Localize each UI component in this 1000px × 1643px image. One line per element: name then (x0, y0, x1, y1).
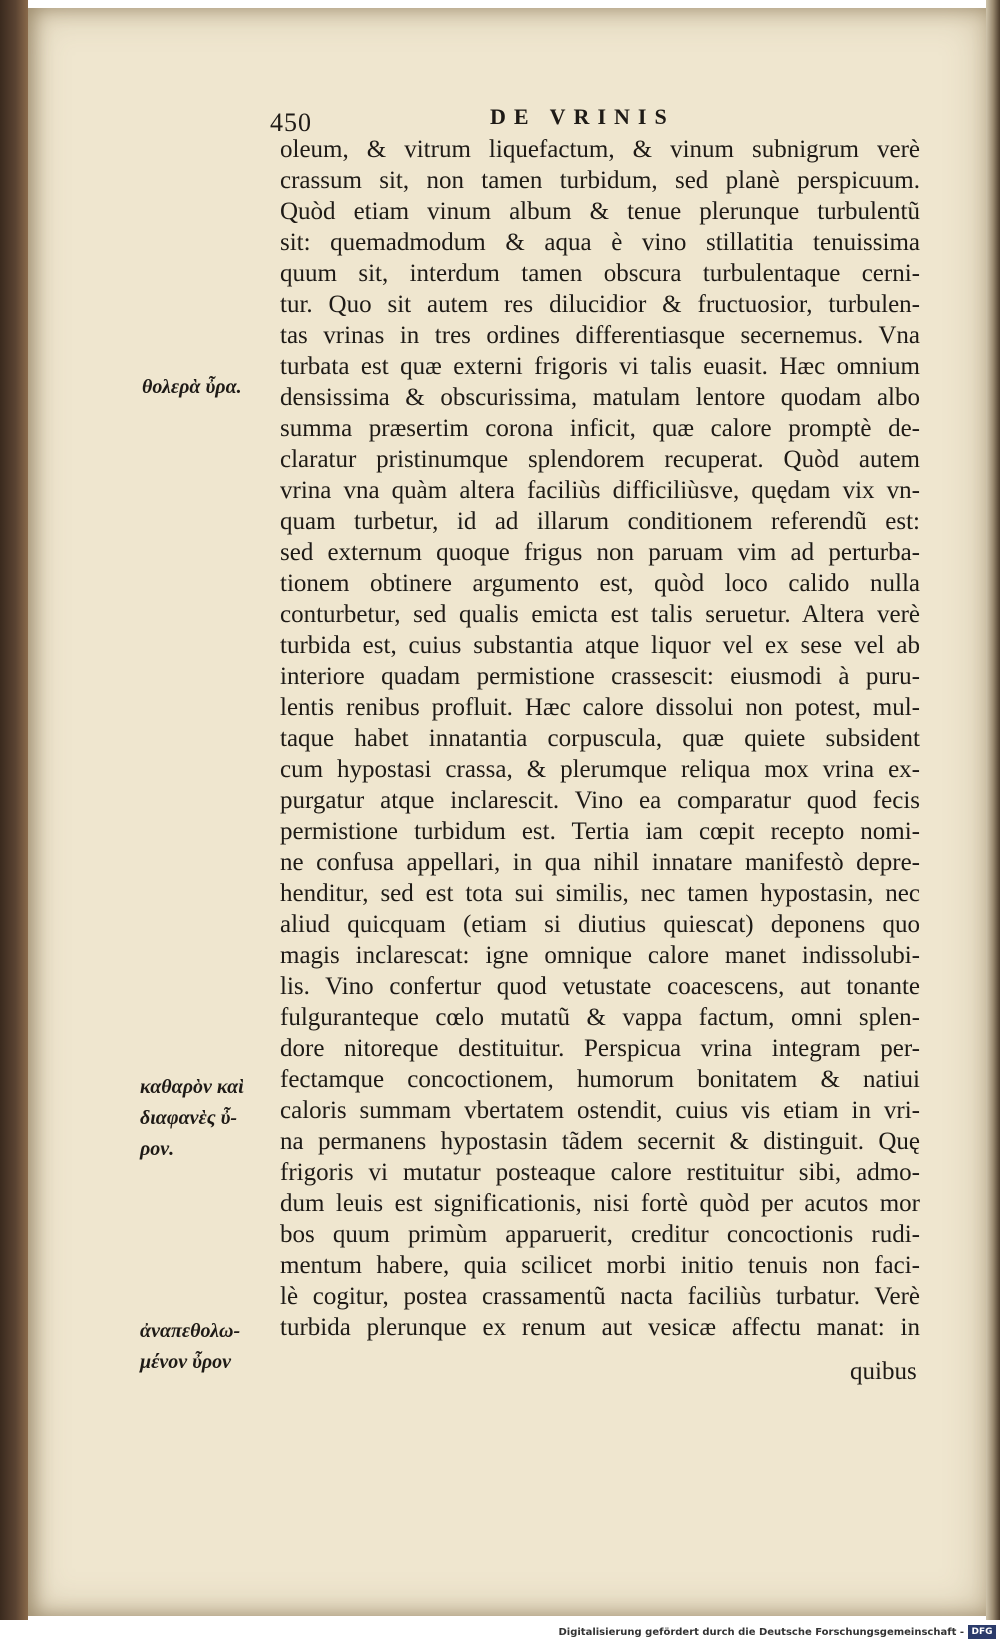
text-line: dore nitoreque destituitur. Perspicua vrina integram per- (280, 1035, 920, 1062)
text-line: na permanens hypostasin tãdem secernit & distinguit. Quę (280, 1128, 920, 1155)
funding-credit: Digitalisierung gefördert durch die Deutsche Forschungsgemeinschaft - (558, 1627, 964, 1638)
text-line: tas vrinas in tres ordines differentiasque secernemus. Vna (280, 322, 920, 349)
margin-note-line: θολερὰ ὖρα. (142, 376, 242, 398)
text-line: lè cogitur, postea crassamentũ nacta faciliùs turbatur. Verè (280, 1283, 920, 1310)
margin-note-line: μένον ὖρον (140, 1351, 232, 1373)
text-line: lentis renibus profluit. Hæc calore dissolui non potest, mul- (280, 694, 920, 721)
text-line: mentum habere, quia scilicet morbi initio tenuis non faci- (280, 1252, 920, 1279)
text-line: quum sit, interdum tamen obscura turbulentaque cerni- (280, 260, 920, 287)
book-binding-edge (0, 0, 28, 1620)
text-line: densissima & obscurissima, matulam lentore quodam albo (280, 384, 920, 411)
margin-note-3 (140, 1316, 240, 1378)
body-text (280, 134, 920, 1343)
text-line: turbida est, cuius substantia atque liquor vel ex sese vel ab (280, 632, 920, 659)
page-number: 450 (270, 108, 312, 137)
text-line: purgatur atque inclarescit. Vino ea comparatur quod fecis (280, 787, 920, 814)
text-line: tur. Quo sit autem res dilucidior & fructuosior, turbulen- (280, 291, 920, 318)
text-line: fulguranteque cœlo mutatũ & vappa factum, omni splen- (280, 1004, 920, 1031)
text-line: oleum, & vitrum liquefactum, & vinum subnigrum verè (280, 136, 920, 163)
text-line: bos quum primùm apparuerit, creditur concoctionis rudi- (280, 1221, 920, 1248)
text-line: lis. Vino confertur quod vetustate coacescens, aut tonante (280, 973, 920, 1000)
text-line: caloris summam vbertatem ostendit, cuius vis etiam in vri- (280, 1097, 920, 1124)
text-line: turbida plerunque ex renum aut vesicæ affectu manat: in (280, 1314, 920, 1341)
page-right-edge (986, 0, 1000, 1620)
running-head: DE VRINIS (490, 104, 675, 129)
text-line: conturbetur, sed qualis emicta est talis seruetur. Altera verè (280, 601, 920, 628)
margin-note-line: ρον. (140, 1138, 175, 1160)
text-line: ne confusa appellari, in qua nihil innatare manifestò depre- (280, 849, 920, 876)
text-line: permistione turbidum est. Tertia iam cœpit recepto nomi- (280, 818, 920, 845)
margin-note-line: καθαρὸν καὶ (140, 1076, 244, 1098)
margin-note-line: διαφανὲς ὖ- (140, 1107, 238, 1129)
text-line: fectamque concoctionem, humorum bonitatem & natiui (280, 1066, 920, 1093)
text-line: vrina vna quàm altera faciliùs difficiliùsve, quędam vix vn- (280, 477, 920, 504)
text-line: interiore quadam permistione crassescit: eiusmodi à puru- (280, 663, 920, 690)
margin-note-2 (140, 1072, 244, 1165)
text-line: dum leuis est significationis, nisi fortè quòd per acutos mor (280, 1190, 920, 1217)
text-line: Quòd etiam vinum album & tenue plerunque turbulentũ (280, 198, 920, 225)
text-line: magis inclarescat: igne omnique calore manet indissolubi- (280, 942, 920, 969)
catchword: quibus (850, 1358, 917, 1385)
text-line: claratur pristinumque splendorem recuperat. Quòd autem (280, 446, 920, 473)
text-line: henditur, sed est tota sui similis, nec tamen hypostasin, nec (280, 880, 920, 907)
text-line: turbata est quæ externi frigoris vi talis euasit. Hæc omnium (280, 353, 920, 380)
text-line: crassum sit, non tamen turbidum, sed planè perspicuum. (280, 167, 920, 194)
text-line: aliud quicquam (etiam si diutius quiescat) deponens quo (280, 911, 920, 938)
margin-note-line: ἀναπεθολω- (140, 1320, 241, 1342)
text-line: taque habet innatantia corpuscula, quæ quiete subsident (280, 725, 920, 752)
text-line: cum hypostasi crassa, & plerumque reliqua mox vrina ex- (280, 756, 920, 783)
text-line: quam turbetur, id ad illarum conditionem referendũ est: (280, 508, 920, 535)
margin-note-1 (142, 372, 242, 403)
text-line: frigoris vi mutatur posteaque calore restituitur sibi, admo- (280, 1159, 920, 1186)
text-line: sed externum quoque frigus non paruam vim ad perturba- (280, 539, 920, 566)
text-line: tionem obtinere argumento est, quòd loco calido nulla (280, 570, 920, 597)
dfg-logo: DFG (968, 1625, 996, 1639)
text-line: summa præsertim corona inficit, quæ calore promptè de- (280, 415, 920, 442)
text-line: sit: quemadmodum & aqua è vino stillatitia tenuissima (280, 229, 920, 256)
